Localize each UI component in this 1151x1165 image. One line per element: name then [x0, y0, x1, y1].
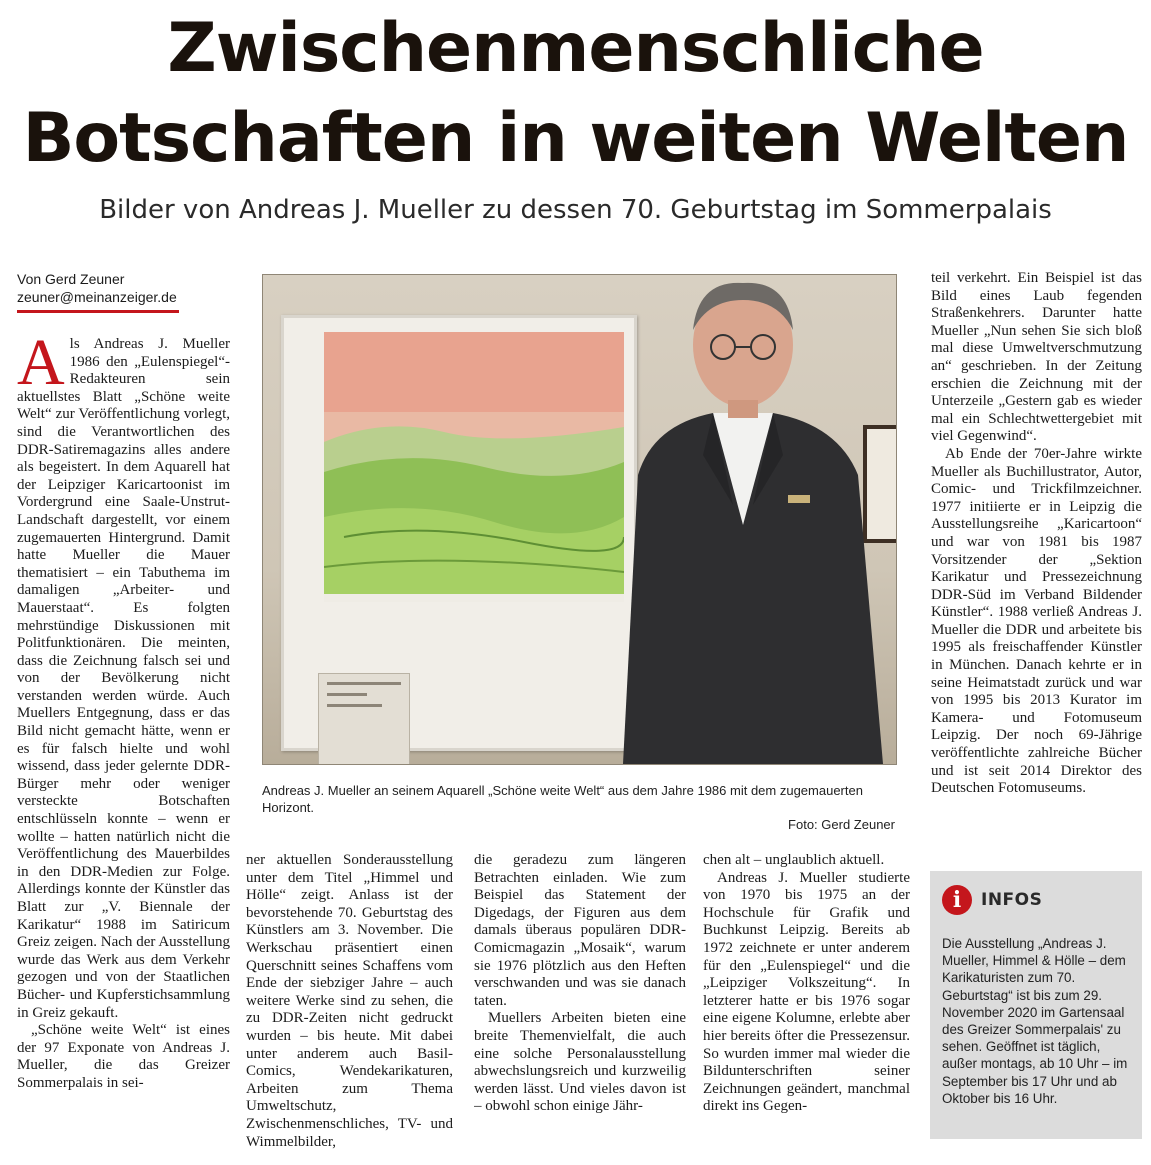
info-box-text: Die Ausstellung „Andreas J. Mueller, Himmel & Hölle – dem Karikaturisten zum 70. Geburtstag“ ist bis zum 29. November 2020 im Gartensaal des Greizer Sommerpalais' zu sehen. Geöffnet ist täglich, außer montags, ab 10 Uhr – im September bis 17 Uhr und ab Oktober bis 16 Uhr.: [942, 936, 1128, 1106]
info-box: [930, 871, 1142, 1139]
paragraph: die geradezu zum längeren Betrachten einladen. Wie zum Beispiel das Statement der Digedags, der Figuren aus dem damals überaus populären DDR-Comicmagazin „Mosaik“, warum sie 1976 plötzlich aus den Heften verschwanden und was sie danach taten.: [474, 852, 686, 1009]
info-icon: i: [942, 885, 972, 915]
watercolor-landscape: [324, 332, 624, 602]
article-photo: [262, 274, 897, 765]
byline-rule: [17, 310, 179, 313]
paragraph: ner aktuellen Sonderausstellung unter dem Titel „Himmel und Hölle“ zeigt. Anlass ist der bevorstehende 70. Geburtstag des Künstlers am 3. November. Die Werkschau präsentiert einen Querschnitt seines Schaffens vom Ende der siebziger Jahre – auch weitere Werke sind zu sehen, die zu DDR-Zeiten nicht gedruckt wurden – bis heute. Mit dabei unter anderem auch Basil-Comics, Wendekarikaturen, Arbeiten zum Thema Umweltschutz, Zwischenmenschliches, TV- und Wimmelbilder,: [246, 852, 453, 1150]
photo-caption: [262, 782, 895, 833]
paragraph: [17, 336, 230, 1022]
info-box-header: [930, 871, 1142, 915]
paragraph-text: ls Andreas J. Mueller 1986 den „Eulenspiegel“-Redakteuren sein aktuellstes Blatt „Schöne weite Welt“ zur Veröffentlichung vorlegt, sind die Verantwortlichen des DDR-Satiremagazins alles andere als begeistert. In dem Aquarell hat der Leipziger Karicartoonist im Vordergrund eine Saale-Unstrut-Landschaft dargestellt, vor einem zugemauerten Hintergrund. Damit hatte Mueller die Mauer thematisiert – ein Tabuthema im damaligen „Arbeiter- und Mauerstaat“. Es folgten mehrstündige Diskussionen mit Politfunktionären. Die meinten, dass die Zeichnung falsch sei und von der Bevölkerung nicht verstanden werden würde. Auch Muellers Entgegnung, dass er das Bild nicht gemacht hätte, wenn er es für falsch hielte und wohl wissend, dass jeder gelernte DDR-Bürger mehr oder weniger versteckte Botschaften entschlüsseln konnte – wenn er wollte – hatten natürlich nicht die Veröffentlichung des Mauerbildes in den DDR-Medien zur Folge. Allerdings konnte der Künstler das Blatt zur „V. Biennale der Karikatur“ 1988 im Satiricum Greiz zeigen. Nach der Ausstellung wurde das Werk aus dem Verkehr gezogen und von der Staatlichen Bücher- und Kupferstichsammlung in Greiz gekauft.: [17, 336, 230, 1021]
paragraph: „Schöne weite Welt“ ist eines der 97 Exponate von Andreas J. Mueller, die das Greizer Sommerpalais in sei-: [17, 1022, 230, 1091]
author-name: Von Gerd Zeuner: [17, 271, 125, 287]
paragraph: Muellers Arbeiten bieten eine breite Themenvielfalt, die auch eine solche Personalausstellung abwechslungsreich und kurzweilig werden lässt. Und vieles davon ist – obwohl schon einige Jähr-: [474, 1010, 686, 1115]
headline-line-1: Zwischenmenschliche: [167, 9, 984, 88]
caption-text: Andreas J. Mueller an seinem Aquarell „Schöne weite Welt“ aus dem Jahre 1986 mit dem zugemauerten Horizont.: [262, 783, 863, 815]
portrait-figure: [593, 275, 896, 764]
byline: [17, 270, 232, 313]
paragraph: Andreas J. Mueller studierte von 1970 bis 1975 an der Hochschule für Grafik und Buchkunst Leipzig. Bereits ab 1972 zeichnete er unter anderem für den „Eulenspiegel“ und die „Leipziger Volkszeitung“. In letzterer hatte er bis 1976 sogar eine eigene Kolumne, erlebte aber hier bereits öfter die Pressezensur. So wurden immer mal wieder die Bildunterschriften seiner Zeichnungen geändert, manchmal direkt ins Gegen-: [703, 869, 910, 1115]
article-column-4: [703, 852, 910, 1152]
author-email[interactable]: zeuner@meinanzeiger.de: [17, 289, 177, 305]
paragraph: Ab Ende der 70er-Jahre wirkte Mueller als Buchillustrator, Autor, Comic- und Trickfilmzeichner. 1977 initiierte er in Leipzig die Ausstellungsreihe „Karicartoon“ und war von 1981 bis 1987 Vorsitzender der „Sektion Karikatur und Pressezeichnung DDR-Süd im Verband Bildender Künstler“. 1988 verließ Andreas J. Mueller die DDR und arbeitete bis 1995 als freischaffender Künstler in München. Danach kehrte er in seine Heimatstadt zurück und war von 1995 bis 2013 Kurator im Kamera- und Fotomuseum Leipzig. Der noch 69-Jährige veröffentlichte zahlreiche Bücher und ist seit 2014 Direktor des Deutschen Fotomuseums.: [931, 445, 1142, 797]
article-column-1: [17, 336, 230, 1151]
headline: [0, 4, 1151, 184]
framed-watercolor: [281, 315, 637, 751]
article-column-3: [474, 852, 686, 1152]
drop-cap: A: [17, 336, 65, 399]
paragraph: teil verkehrt. Ein Beispiel ist das Bild eines Laub fegenden Straßenkehrers. Darunter hatte Mueller „Nun sehen Sie sich bloß mal diese Umweltverschmutzung an“ geschrieben. In der Zeitung erschien die Zeichnung mit der Unterzeile „Gestern gab es wieder mal ein Schlechtwettergebiet mit viel Gegenwind“.: [931, 270, 1142, 445]
subheadline: Bilder von Andreas J. Mueller zu dessen 70. Geburtstag im Sommerpalais: [99, 195, 1052, 225]
artwork-label: [318, 673, 410, 765]
headline-line-2: Botschaften in weiten Welten: [22, 99, 1129, 178]
article-column-5: [931, 270, 1142, 860]
info-box-title: INFOS: [981, 890, 1043, 910]
paragraph: chen alt – unglaublich aktuell.: [703, 852, 885, 868]
photo-credit: Foto: Gerd Zeuner: [788, 817, 895, 832]
article-column-2: [246, 852, 453, 1152]
